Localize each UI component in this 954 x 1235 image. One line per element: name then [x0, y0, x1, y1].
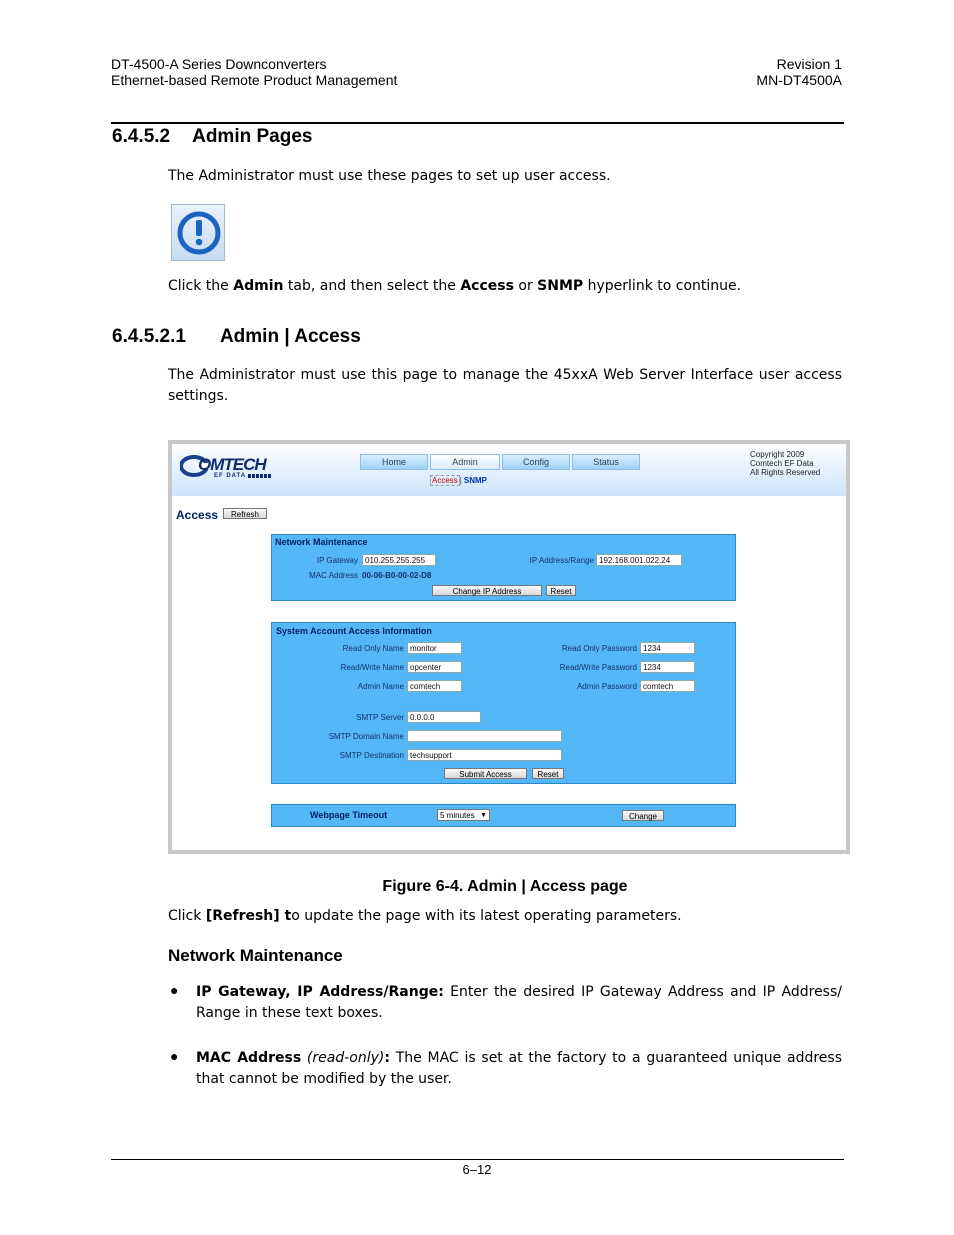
timeout-select-value: 5 minutes: [440, 811, 475, 820]
doc-series-title: DT-4500-A Series Downconverters: [111, 56, 327, 72]
ip-range-label: IP Address/Range: [529, 556, 594, 565]
rw-password-input[interactable]: 1234: [640, 661, 695, 673]
webpage-timeout-panel: [271, 804, 736, 827]
rw-password-label: Read/Write Password: [559, 663, 637, 672]
submit-access-button[interactable]: Submit Access: [444, 768, 527, 779]
logo-wordmark: OMTECH: [198, 455, 266, 474]
mac-address-label: MAC Address: [309, 571, 358, 580]
chevron-down-icon: ▼: [480, 812, 487, 819]
ip-range-input[interactable]: 192.168.001.022.24: [596, 554, 682, 566]
admin-password-label: Admin Password: [576, 682, 637, 691]
rw-name-input[interactable]: opcenter: [407, 661, 462, 673]
mac-address-value: 00-06-B0-00-02-D8: [362, 571, 432, 580]
accounts-reset-button[interactable]: Reset: [532, 768, 564, 779]
accounts-panel-title: System Account Access Information: [276, 626, 432, 636]
sublink-separator: |: [459, 476, 462, 485]
smtp-server-input[interactable]: 0.0.0.0: [407, 711, 481, 723]
smtp-destination-label: SMTP Destination: [339, 751, 404, 760]
section-heading: [112, 126, 312, 148]
smtp-server-label: SMTP Server: [356, 713, 404, 722]
ro-password-label: Read Only Password: [561, 644, 637, 653]
header-right: [756, 56, 842, 88]
tab-admin[interactable]: Admin: [430, 454, 500, 470]
tab-status[interactable]: Status: [572, 454, 640, 470]
ro-name-input[interactable]: monitor: [407, 642, 462, 654]
refresh-instructions: Click [Refresh] to update the page with its latest operating parameters.: [168, 908, 682, 924]
screenshot-canvas: [172, 444, 846, 850]
section-intro: The Administrator must use these pages to set up user access.: [168, 168, 611, 184]
refresh-button[interactable]: Refresh: [223, 508, 267, 519]
bullet-ip-gateway: IP Gateway, IP Address/Range: Enter the desired IP Gateway Address and IP Address/ Range in these text boxes.: [196, 984, 842, 1021]
footer-rule: [111, 1159, 844, 1160]
subsection-intro: The Administrator must use this page to manage the 45xxA Web Server Interface user access settings.: [168, 367, 842, 404]
admin-name-input[interactable]: comtech: [407, 680, 462, 692]
bullet-mac-address: MAC Address (read-only): The MAC is set at the factory to a guaranteed unique address that cannot be modified by the user.: [196, 1050, 842, 1087]
manual-number: MN-DT4500A: [756, 72, 842, 88]
revision: Revision 1: [776, 56, 842, 72]
smtp-domain-label: SMTP Domain Name: [328, 732, 404, 741]
subsection-number: 6.4.5.2.1: [112, 326, 186, 347]
page-number: 6–12: [462, 1162, 492, 1177]
timeout-select[interactable]: [437, 809, 490, 821]
ro-password-input[interactable]: 1234: [640, 642, 695, 654]
network-reset-button[interactable]: Reset: [546, 585, 576, 596]
doc-subtitle: Ethernet-based Remote Product Management: [111, 72, 398, 88]
rw-name-label: Read/Write Name: [340, 663, 404, 672]
comtech-logo: [180, 454, 300, 482]
access-page-title: Access: [176, 508, 219, 522]
subsection-title: Admin | Access: [219, 326, 361, 347]
admin-sublinks: [430, 476, 487, 485]
network-panel-title: Network Maintenance: [275, 537, 368, 547]
logo-subtext: EF DATA: [214, 473, 247, 479]
logo-bars: [248, 474, 272, 478]
ip-gateway-label: IP Gateway: [316, 556, 358, 565]
sublink-snmp[interactable]: SNMP: [463, 476, 487, 485]
network-maintenance-panel: [271, 534, 736, 601]
bullet-marker: ●: [170, 1048, 179, 1064]
tab-home[interactable]: Home: [360, 454, 428, 470]
admin-name-label: Admin Name: [357, 682, 404, 691]
nav-tabs: [360, 454, 642, 470]
tab-config[interactable]: Config: [502, 454, 570, 470]
timeout-title: Webpage Timeout: [310, 810, 388, 820]
timeout-change-button[interactable]: Change: [622, 810, 664, 821]
bullet-marker: ●: [170, 982, 179, 998]
section-number: 6.4.5.2: [112, 126, 171, 147]
admin-access-screenshot: [168, 440, 850, 854]
admin-password-input[interactable]: comtech: [640, 680, 695, 692]
ip-gateway-input[interactable]: 010.255.255.255: [362, 554, 436, 566]
smtp-domain-input[interactable]: [407, 730, 562, 742]
admin-instructions: Click the Admin tab, and then select the Access or SNMP hyperlink to continue.: [168, 278, 742, 294]
change-ip-button[interactable]: Change IP Address: [432, 585, 542, 596]
figure-caption: Figure 6-4. Admin | Access page: [382, 878, 628, 895]
ro-name-label: Read Only Name: [342, 644, 404, 653]
section-title: Admin Pages: [192, 126, 313, 147]
system-account-panel: [271, 622, 736, 784]
smtp-destination-input[interactable]: techsupport: [407, 749, 562, 761]
header-left: [111, 56, 397, 88]
network-maintenance-heading: Network Maintenance: [168, 946, 343, 965]
sublink-access[interactable]: Access: [432, 476, 458, 485]
copyright-notice: Copyright 2009 Comtech EF Data All Rights Reserved: [750, 450, 821, 477]
header-rule: [111, 122, 844, 124]
subsection-heading: [112, 326, 361, 348]
important-note-icon: [171, 204, 225, 261]
